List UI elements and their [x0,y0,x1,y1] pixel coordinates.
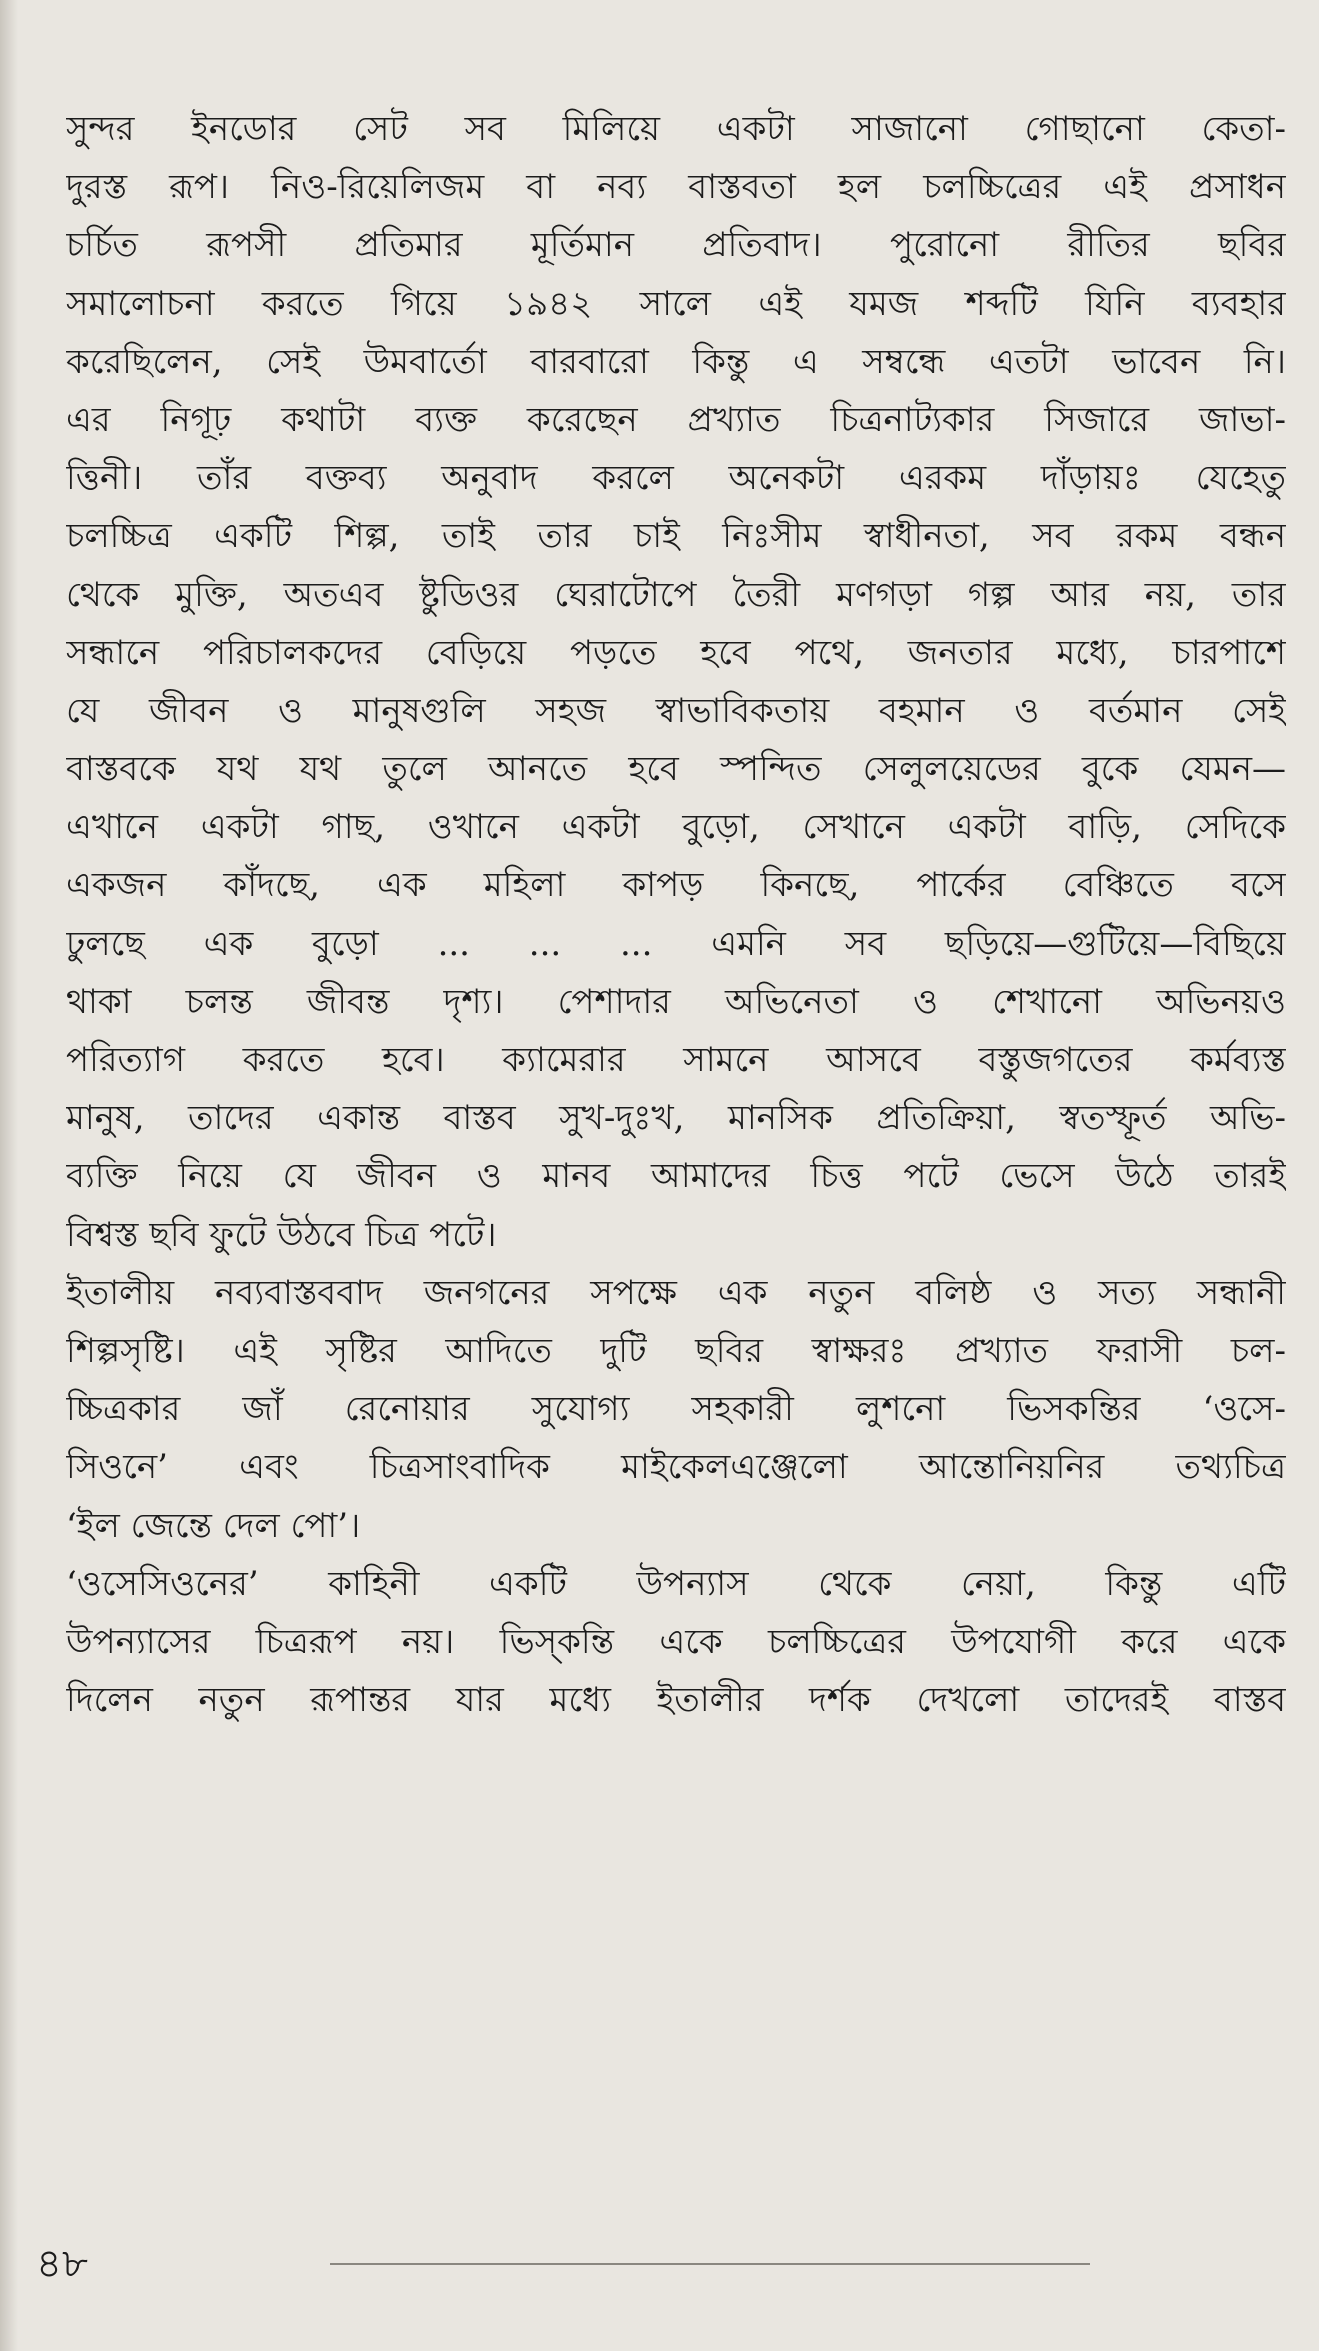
text-line: থাকা চলন্ত জীবন্ত দৃশ্য। পেশাদার অভিনেতা ও শেখানো অভিনয়ও [66,981,1286,1022]
text-line: থেকে মুক্তি, অতএব ষ্টুডিওর ঘেরাটোপে তৈরী মণগড়া গল্প আর নয়, তার [66,574,1286,615]
text-line: ঢুলছে এক বুড়ো ... ... ... এমনি সব ছড়িয়ে—গুটিয়ে—বিছিয়ে [66,923,1286,964]
text-line: সমালোচনা করতে গিয়ে ১৯৪২ সালে এই যমজ শব্দটি যিনি ব্যবহার [66,283,1286,324]
text-line: এর নিগূঢ় কথাটা ব্যক্ত করেছেন প্রখ্যাত চিত্রনাট্যকার সিজারে জাভা- [66,399,1286,440]
text-line: চ্চিত্রকার জাঁ রেনোয়ার সুযোগ্য সহকারী লুশনো ভিসকন্তির ‘ওসে- [66,1389,1286,1430]
page-number: ৪৮ [36,2241,88,2287]
text-line: সন্ধানে পরিচালকদের বেড়িয়ে পড়তে হবে পথে, জনতার মধ্যে, চারপাশে [66,632,1286,673]
text-line: ইতালীয় নব্যবাস্তববাদ জনগনের সপক্ষে এক নতুন বলিষ্ঠ ও সত্য সন্ধানী [66,1272,1286,1313]
text-line: উপন্যাসের চিত্ররূপ নয়। ভিস্‌কন্তি একে চলচ্চিত্রের উপযোগী করে একে [66,1621,1286,1662]
text-line: মানুষ, তাদের একান্ত বাস্তব সুখ-দুঃখ, মানসিক প্রতিক্রিয়া, স্বতস্ফূর্ত অভি- [66,1098,1286,1139]
text-line: ব্যক্তি নিয়ে যে জীবন ও মানব আমাদের চিত্ত পটে ভেসে উঠে তারই [66,1156,1286,1197]
text-line: বাস্তবকে যথ যথ তুলে আনতে হবে স্পন্দিত সেলুলয়েডের বুকে যেমন— [66,749,1286,790]
footer-rule [330,2263,1090,2265]
text-line: যে জীবন ও মানুষগুলি সহজ স্বাভাবিকতায় বহমান ও বর্তমান সেই [66,690,1286,731]
page-edge-shadow [0,0,18,2351]
text-line: সুন্দর ইনডোর সেট সব মিলিয়ে একটা সাজানো গোছানো কেতা- [66,109,1286,149]
text-line: ‘ওসেসিওনের’ কাহিনী একটি উপন্যাস থেকে নেয়া, কিন্তু এটি [66,1563,1286,1604]
body-text [66,100,1286,1729]
text-line: দুরস্ত রূপ। নিও-রিয়েলিজম বা নব্য বাস্তবতা হল চলচ্চিত্রের এই প্রসাধন [66,167,1286,208]
text-line: ত্তিনী। তাঁর বক্তব্য অনুবাদ করলে অনেকটা এরকম দাঁড়ায়ঃ যেহেতু [66,458,1286,499]
text-line: একজন কাঁদছে, এক মহিলা কাপড় কিনছে, পার্কের বেঞ্চিতে বসে [66,865,1286,906]
text-line-paragraph-end: ‘ইল জেন্তে দেল পো’। [66,1505,361,1546]
text-line: শিল্পসৃষ্টি। এই সৃষ্টির আদিতে দুটি ছবির স্বাক্ষরঃ প্রখ্যাত ফরাসী চল- [66,1330,1286,1371]
text-line: এখানে একটা গাছ, ওখানে একটা বুড়ো, সেখানে একটা বাড়ি, সেদিকে [66,807,1286,848]
text-line: করেছিলেন, সেই উমবার্তো বারবারো কিন্তু এ সম্বন্ধে এতটা ভাবেন নি। [66,341,1286,382]
text-line: দিলেন নতুন রূপান্তর যার মধ্যে ইতালীর দর্শক দেখলো তাদেরই বাস্তব [66,1680,1286,1721]
text-line-paragraph-end: বিশ্বস্ত ছবি ফুটে উঠবে চিত্র পটে। [66,1214,497,1255]
text-line: চর্চিত রূপসী প্রতিমার মূর্তিমান প্রতিবাদ। পুরোনো রীতির ছবির [66,225,1286,266]
text-line: সিওনে’ এবং চিত্রসাংবাদিক মাইকেলএঞ্জেলো আন্তোনিয়নির তথ্যচিত্র [66,1447,1286,1488]
text-line: চলচ্চিত্র একটি শিল্প, তাই তার চাই নিঃসীম স্বাধীনতা, সব রকম বন্ধন [66,516,1286,557]
text-line: পরিত্যাগ করতে হবে। ক্যামেরার সামনে আসবে বস্তুজগতের কর্মব্যস্ত [66,1040,1286,1080]
